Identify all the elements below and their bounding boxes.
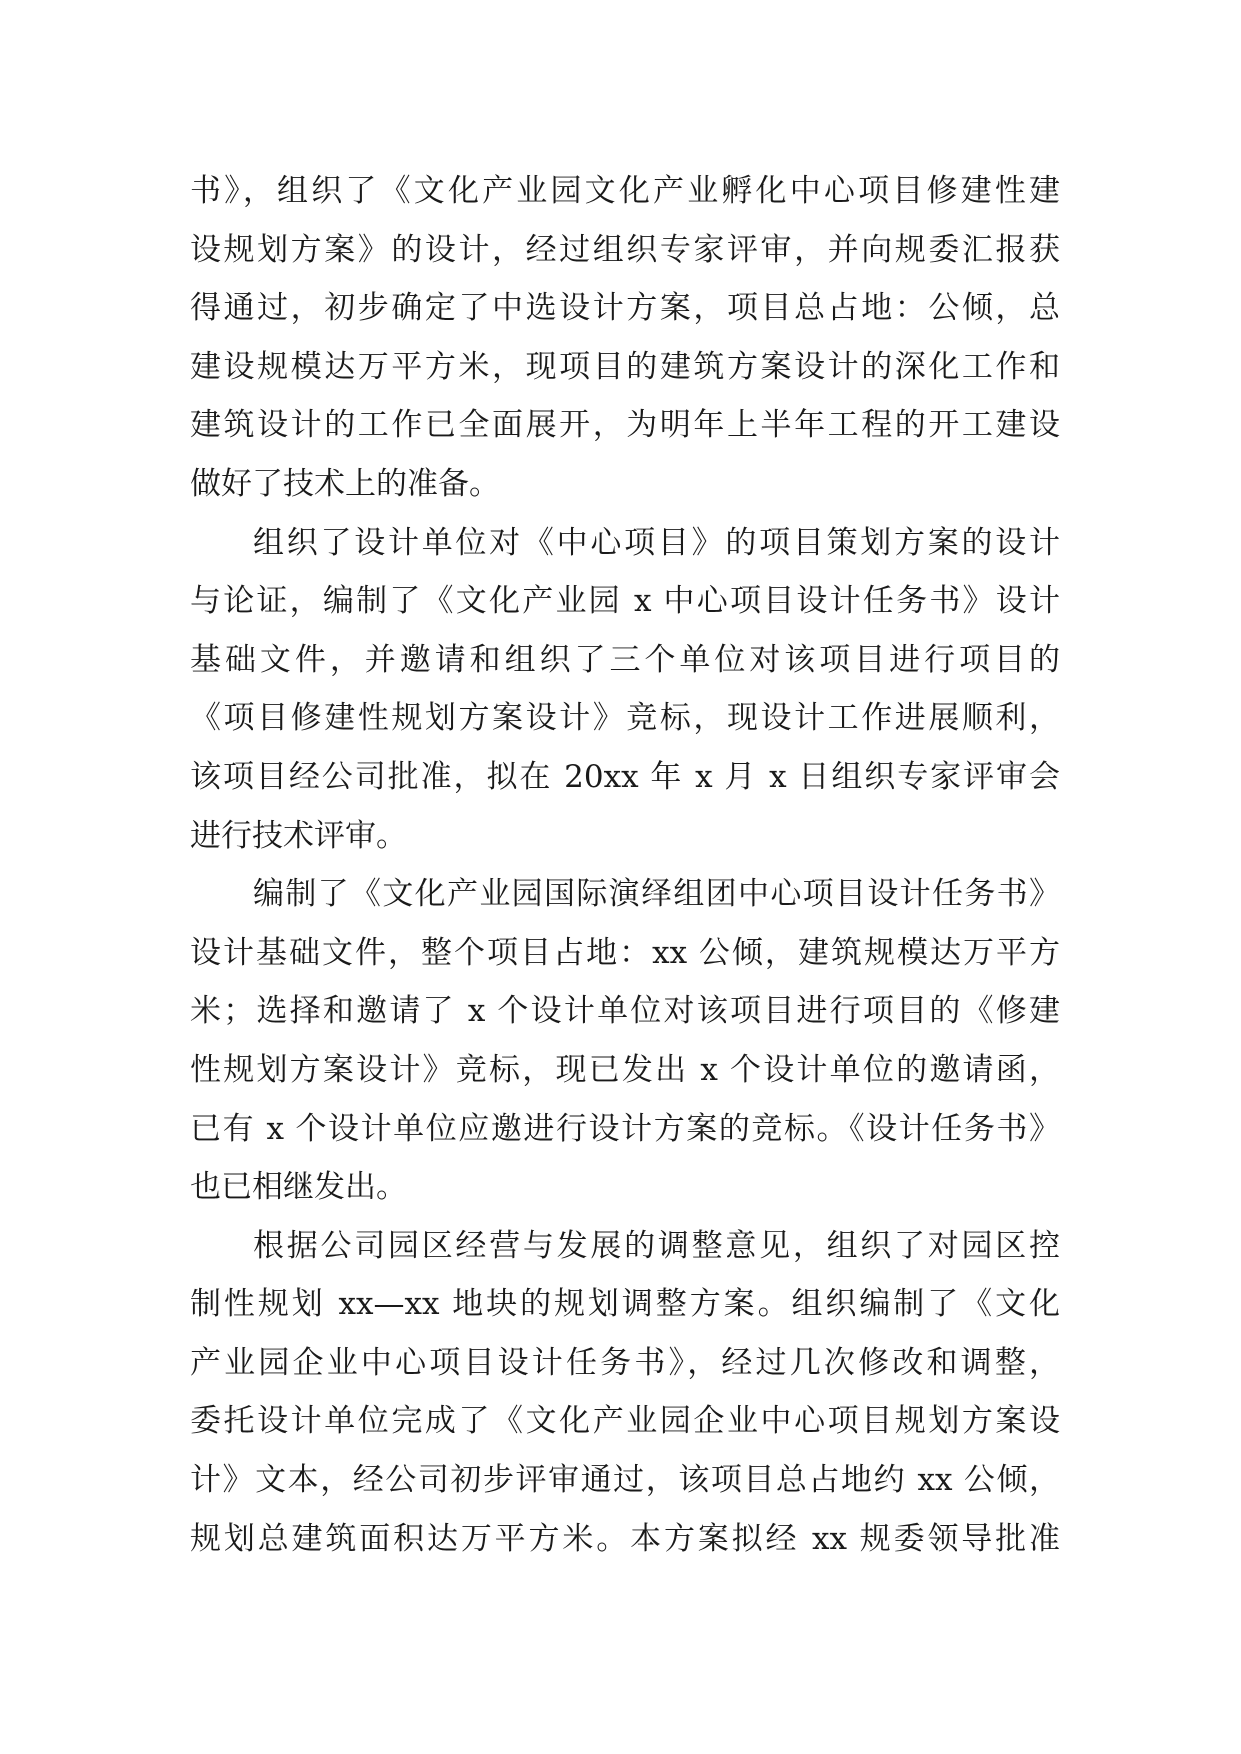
text-line: 委托设计单位完成了《文化产业园企业中心项目规划方案设 [190, 1403, 1060, 1440]
text-line: 性规划方案设计》竞标，现已发出 x 个设计单位的邀请函， [190, 1051, 1060, 1088]
text-line: 计》文本，经公司初步评审通过，该项目总占地约 xx 公倾， [190, 1462, 1060, 1499]
text-line: 进行技术评审。 [190, 817, 407, 854]
text-line: 也已相继发出。 [190, 1169, 407, 1206]
text-line: 该项目经公司批准，拟在 20xx 年 x 月 x 日组织专家评审会 [190, 758, 1060, 795]
text-line: 与论证，编制了《文化产业园 x 中心项目设计任务书》设计 [190, 583, 1060, 620]
text-line: 建设规模达万平方米，现项目的建筑方案设计的深化工作和 [190, 348, 1060, 385]
text-line: 规划总建筑面积达万平方米。本方案拟经 xx 规委领导批准 [190, 1520, 1060, 1557]
text-line: 组织了设计单位对《中心项目》的项目策划方案的设计 [253, 524, 1060, 561]
text-line: 《项目修建性规划方案设计》竞标，现设计工作进展顺利， [190, 700, 1060, 737]
text-line: 根据公司园区经营与发展的调整意见，组织了对园区控 [253, 1227, 1060, 1264]
text-line: 设规划方案》的设计，经过组织专家评审，并向规委汇报获 [190, 231, 1060, 268]
text-line: 建筑设计的工作已全面展开，为明年上半年工程的开工建设 [190, 407, 1060, 444]
text-line: 做好了技术上的准备。 [190, 465, 500, 502]
paragraph-2 [190, 514, 1060, 866]
text-line: 制性规划 xx—xx 地块的规划调整方案。组织编制了《文化 [190, 1286, 1060, 1323]
text-line: 编制了《文化产业园国际演绎组团中心项目设计任务书》 [253, 876, 1060, 913]
text-line: 基础文件，并邀请和组织了三个单位对该项目进行项目的 [190, 641, 1060, 678]
text-line: 设计基础文件，整个项目占地：xx 公倾，建筑规模达万平方 [190, 934, 1060, 971]
paragraph-3 [190, 865, 1060, 1217]
paragraph-4 [190, 1217, 1060, 1569]
text-line: 得通过，初步确定了中选设计方案，项目总占地：公倾，总 [190, 290, 1060, 327]
document-body [190, 162, 1060, 1568]
text-line: 书》，组织了《文化产业园文化产业孵化中心项目修建性建 [190, 173, 1060, 209]
paragraph-1 [190, 162, 1060, 514]
text-line: 米；选择和邀请了 x 个设计单位对该项目进行项目的《修建 [190, 993, 1060, 1030]
text-line: 已有 x 个设计单位应邀进行设计方案的竞标。《设计任务书》 [190, 1110, 1060, 1147]
text-line: 产业园企业中心项目设计任务书》，经过几次修改和调整， [190, 1344, 1060, 1381]
